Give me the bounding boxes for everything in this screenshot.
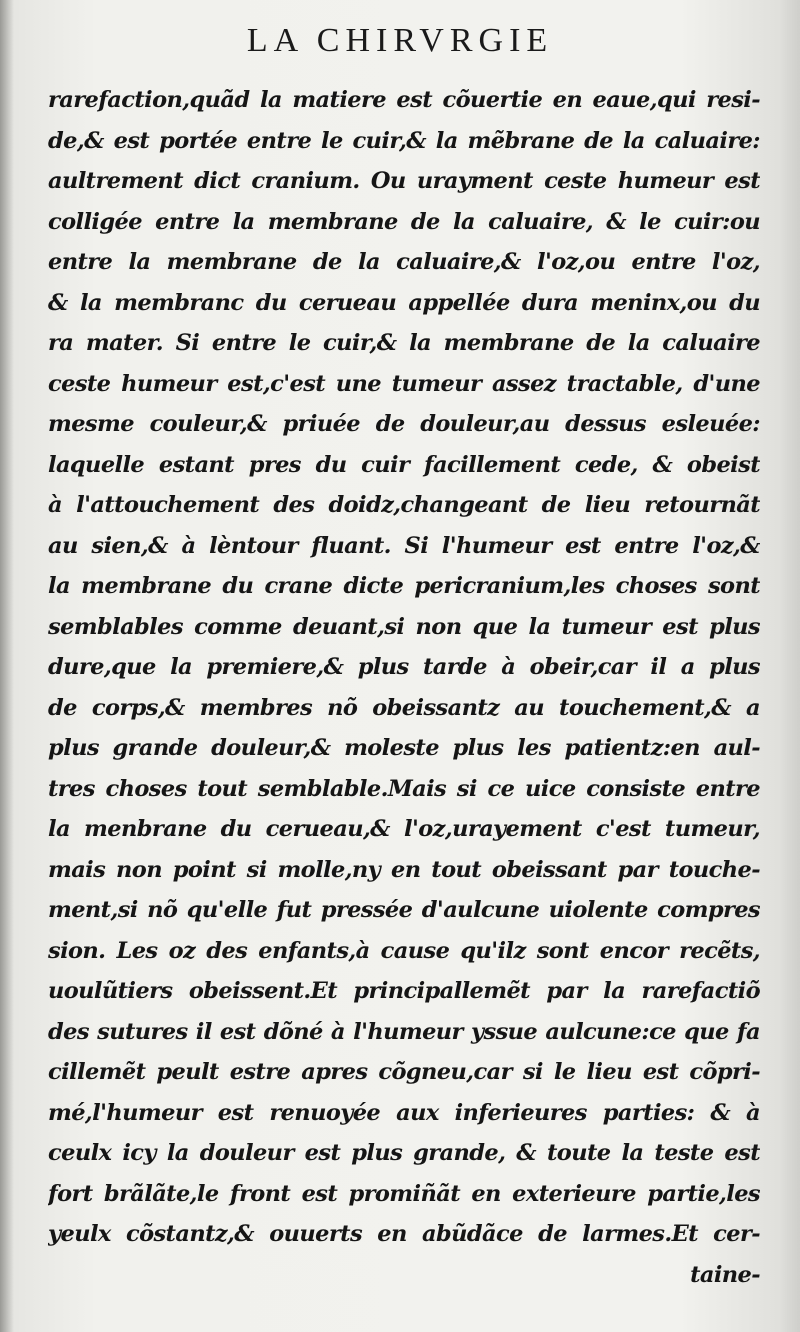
text-line: laquelle estant pres du cuir facillement cede, & obeist [48, 451, 760, 478]
text-line: ceste humeur est,c'est une tumeur assez tractable, d'une [48, 370, 760, 397]
text-line: & la membranc du cerueau appellée dura meninx,ou du [48, 289, 760, 316]
text-line: rarefaction,quãd la matiere est cõuertie en eaue,qui resi- [48, 87, 760, 113]
text-line: aultrement dict cranium. Ou urayment ceste humeur est [48, 168, 760, 194]
body-text [48, 80, 760, 1295]
page-right-edge [780, 0, 800, 1332]
text-line: ra mater. Si entre le cuir,& la membrane de la caluaire [48, 330, 760, 356]
text-line: des sutures il est dõné à l'humeur yssue aulcune:ce que fa [48, 1018, 760, 1045]
text-line: de,& est portée entre le cuir,& la mẽbrane de la caluaire: [48, 127, 760, 154]
text-line: à l'attouchement des doidz,changeant de lieu retournãt [48, 492, 760, 518]
text-line: au sien,& à lèntour fluant. Si l'humeur est entre l'oz,& [48, 532, 760, 559]
page-left-edge-shadow [0, 0, 14, 1332]
running-head: LA CHIRVRGIE [246, 22, 554, 59]
text-line: la membrane du crane dicte pericranium,les choses sont [48, 573, 760, 599]
text-line: colligée entre la membrane de la caluaire, & le cuir:ou [48, 208, 760, 235]
text-line: ceulx icy la douleur est plus grande, & toute la teste est [48, 1140, 760, 1166]
text-line: tres choses tout semblable.Mais si ce uice consiste entre [48, 775, 760, 802]
text-line: uoulũtiers obeissent.Et principallemẽt par la rarefactiõ [48, 978, 760, 1004]
text-line: fort brãlãte,le front est promiñãt en exterieure partie,les [48, 1180, 760, 1207]
text-line: ment,si nõ qu'elle fut pressée d'aulcune uiolente compres [48, 897, 760, 923]
text-line: mé,l'humeur est renuoyée aux inferieures parties: & à [48, 1099, 760, 1126]
text-line: la menbrane du cerueau,& l'oz,urayement c'est tumeur, [48, 816, 760, 842]
text-line: sion. Les oz des enfants,à cause qu'ilz sont encor recẽts, [48, 937, 760, 964]
text-line: plus grande douleur,& moleste plus les patientz:en aul- [48, 735, 760, 761]
text-line: cillemẽt peult estre apres cõgneu,car si le lieu est cõpri- [48, 1059, 760, 1085]
text-line: entre la membrane de la caluaire,& l'oz,ou entre l'oz, [48, 249, 760, 275]
text-line: semblables comme deuant,si non que la tumeur est plus [48, 613, 760, 640]
catchword: taine- [690, 1261, 760, 1288]
text-line: de corps,& membres nõ obeissantz au touchement,& a [48, 694, 760, 721]
text-line: dure,que la premiere,& plus tarde à obeir,car il a plus [48, 654, 760, 680]
text-line: yeulx cõstantz,& ouuerts en abũdãce de larmes.Et cer- [48, 1221, 760, 1247]
text-line: mais non point si molle,ny en tout obeissant par touche- [48, 856, 760, 883]
text-line: mesme couleur,& priuée de douleur,au dessus esleuée: [48, 411, 760, 437]
